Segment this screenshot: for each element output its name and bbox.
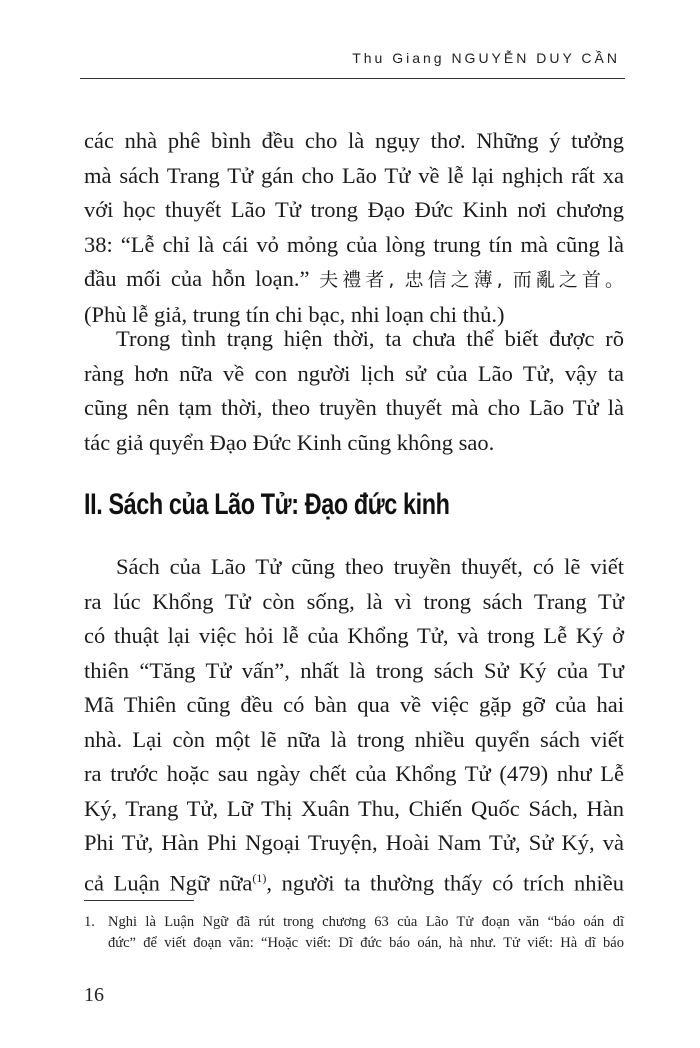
text-line-with-footnote [84,861,624,901]
text-segment: , người ta thường thấy có trích nhiều [266,870,624,895]
footnote-rule [84,900,194,901]
text-segment: cả Luận Ngữ nữa [84,870,253,895]
text-line: mà sách Trang Tử gán cho Lão Tử về lễ lại nghịch rất xa [84,162,624,188]
footnote [84,912,624,954]
text-line: ra lúc Khổng Tử còn sống, là vì trong sách Trang Tử [84,588,624,614]
text-line: cũng nên tạm thời, theo truyền thuyết mà cho Lão Tử là [84,395,624,420]
footnote-line [84,912,624,933]
text-line: tác giả quyển Đạo Đức Kinh cũng không sao. [84,429,495,455]
footnote-number: 1. [84,914,95,930]
section-heading: II. Sách của Lão Tử: Đạo đức kinh [84,488,450,521]
text-line: 38: “Lễ chỉ là cái vỏ mỏng của lòng trung tín mà cũng là [84,231,624,257]
text-line: với học thuyết Lão Tử trong Đạo Đức Kinh nơi chương [84,197,624,222]
text-line-with-chinese [84,262,624,298]
paragraph-3 [84,550,624,901]
text-line: ra trước hoặc sau ngày chết của Khổng Tử (479) như Lễ [84,761,624,786]
text-line: (Phù lễ giả, trung tín chi bạc, nhi loạn chi thủ.) [84,301,505,327]
text-line: Phi Tử, Hàn Phi Ngoại Truyện, Hoài Nam Tử, Sử Ký, và [84,830,624,855]
paragraph-2 [84,322,624,460]
text-line: nhà. Lại còn một lẽ nữa là trong nhiều quyển sách viết [84,726,624,752]
header-rule [80,78,625,79]
text-line: các nhà phê bình đều cho là ngụy thơ. Những ý tưởng [84,128,624,153]
footnote-line: đức” để viết đoạn văn: “Hoặc viết: Dĩ đức báo oán, hà như. Tử viết: Hà dĩ báo [108,935,624,951]
chinese-quote: 夫禮者, 忠信之薄, 而亂之首。 [319,269,624,291]
text-line: thiên “Tăng Tử vấn”, nhất là trong sách Sử Ký của Tư [84,657,624,683]
paragraph-1 [84,124,624,332]
text-line: có thuật lại việc hỏi lễ của Khổng Tử, và trong Lễ Ký ở [84,623,624,648]
text-line: Ký, Trang Tử, Lữ Thị Xuân Thu, Chiến Quốc Sách, Hàn [84,795,624,821]
text-line: Trong tình trạng hiện thời, ta chưa thể biết được rõ [116,326,624,351]
text-line: Sách của Lão Tử cũng theo truyền thuyết, có lẽ viết [116,554,624,579]
text-line: ràng hơn nữa về con người lịch sử của Lão Tử, vậy ta [84,360,624,386]
footnote-text: Nghi là Luận Ngữ đã rút trong chương 63 của Lão Tử đoạn văn “báo oán dĩ [108,914,624,930]
text-segment: đầu mối của hỗn loạn.” [84,266,320,291]
text-line: Mã Thiên cũng đều có bàn qua về việc gặp gỡ của hai [84,692,624,717]
running-header: Thu Giang NGUYỄN DUY CẦN [352,50,620,66]
footnote-reference[interactable]: (1) [252,870,267,885]
page-number: 16 [84,984,104,1006]
